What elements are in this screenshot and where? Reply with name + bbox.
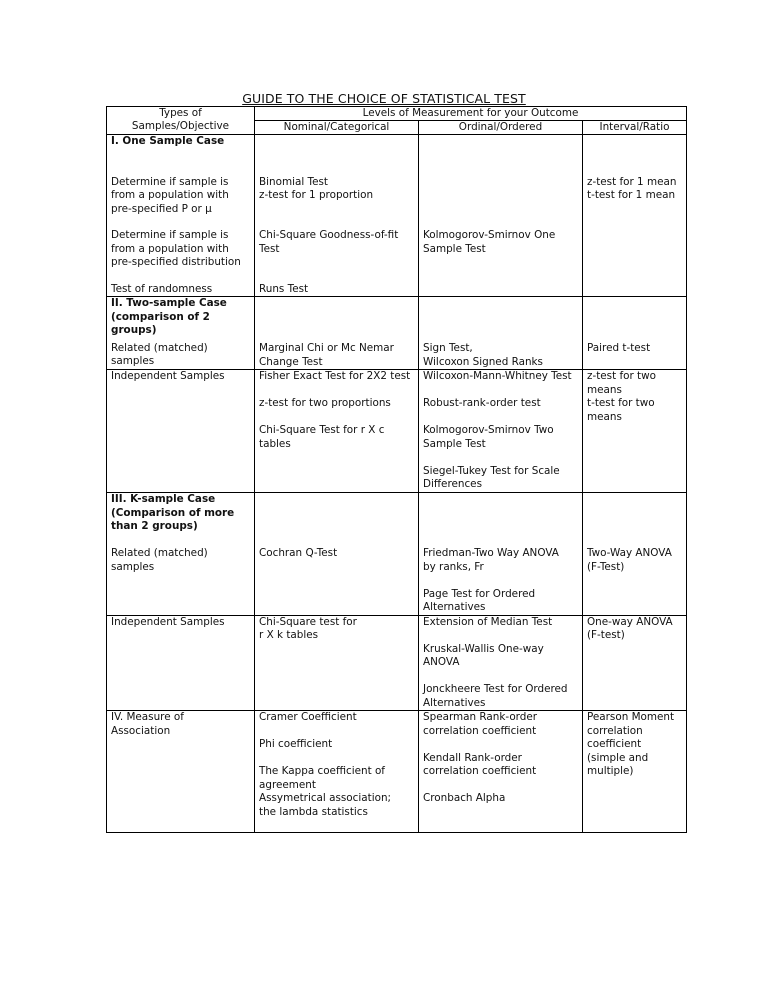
- one-sample-interval: z-test for 1 mean t-test for 1 mean: [583, 135, 687, 297]
- two-sample-independent-objective: Independent Samples: [107, 370, 255, 493]
- association-nominal: Cramer Coefficient Phi coefficient The Kappa coefficient of agreement Assymetrical association; the lambda statistics: [255, 711, 419, 833]
- one-sample-nominal: Binomial Test z-test for 1 proportion Chi-Square Goodness-of-fit Test Runs Test: [255, 135, 419, 297]
- header-interval: Interval/Ratio: [583, 121, 687, 135]
- k-sample-related-ordinal: Friedman-Two Way ANOVA by ranks, Fr Page Test for Ordered Alternatives: [419, 493, 583, 616]
- header-ordinal: Ordinal/Ordered: [419, 121, 583, 135]
- two-sample-related-interval: Paired t-test: [583, 297, 687, 370]
- one-sample-objectives: I. One Sample Case Determine if sample is from a population with pre-specified P or μ Determine if sample is from a population with pre-specified distribution Test of randomness: [107, 135, 255, 297]
- header-levels: Levels of Measurement for your Outcome: [255, 107, 687, 121]
- section-association: [107, 711, 687, 833]
- two-sample-independent-interval: z-test for two means t-test for two means: [583, 370, 687, 493]
- document-title: GUIDE TO THE CHOICE OF STATISTICAL TEST: [242, 91, 526, 106]
- association-objective: IV. Measure of Association: [107, 711, 255, 833]
- k-sample-heading: III. K-sample Case (Comparison of more than 2 groups) Related (matched) samples: [107, 493, 255, 616]
- section-two-sample: [107, 297, 687, 370]
- k-sample-independent-objective: Independent Samples: [107, 615, 255, 711]
- k-sample-related-interval: Two-Way ANOVA (F-Test): [583, 493, 687, 616]
- two-sample-heading: II. Two-sample Case (comparison of 2 groups) Related (matched) samples: [107, 297, 255, 370]
- header-types: Types of Samples/Objective: [107, 107, 255, 135]
- two-sample-independent-nominal: Fisher Exact Test for 2X2 test z-test for two proportions Chi-Square Test for r X c tables: [255, 370, 419, 493]
- statistical-test-table: [106, 106, 687, 833]
- k-sample-independent-interval: One-way ANOVA (F-test): [583, 615, 687, 711]
- two-sample-independent-row: [107, 370, 687, 493]
- k-sample-related-nominal: Cochran Q-Test: [255, 493, 419, 616]
- k-sample-independent-row: [107, 615, 687, 711]
- association-interval: Pearson Moment correlation coefficient (simple and multiple): [583, 711, 687, 833]
- k-sample-independent-nominal: Chi-Square test for r X k tables: [255, 615, 419, 711]
- section-k-sample: [107, 493, 687, 616]
- k-sample-independent-ordinal: Extension of Median Test Kruskal-Wallis One-way ANOVA Jonckheere Test for Ordered Alternatives: [419, 615, 583, 711]
- section-one-sample: [107, 135, 687, 297]
- two-sample-related-ordinal: Sign Test, Wilcoxon Signed Ranks: [419, 297, 583, 370]
- header-nominal: Nominal/Categorical: [255, 121, 419, 135]
- one-sample-ordinal: Kolmogorov-Smirnov One Sample Test: [419, 135, 583, 297]
- association-ordinal: Spearman Rank-order correlation coefficient Kendall Rank-order correlation coefficient Cronbach Alpha: [419, 711, 583, 833]
- two-sample-independent-ordinal: Wilcoxon-Mann-Whitney Test Robust-rank-order test Kolmogorov-Smirnov Two Sample Test Siegel-Tukey Test for Scale Differences: [419, 370, 583, 493]
- header-row-1: [107, 107, 687, 121]
- two-sample-related-nominal: Marginal Chi or Mc Nemar Change Test: [255, 297, 419, 370]
